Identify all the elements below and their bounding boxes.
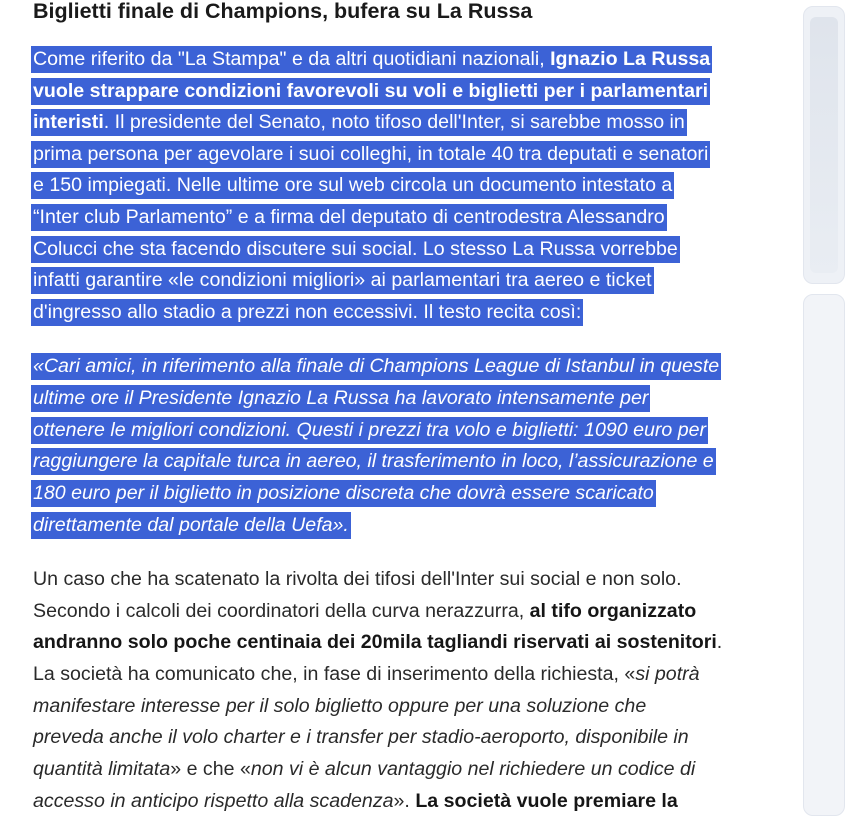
quote-line: 180 euro per il biglietto in posizione discreta che dovrà essere scaricato <box>33 478 773 510</box>
bold-text: andranno solo poche centinaia dei 20mila tagliandi riservati ai sostenitori <box>33 631 717 654</box>
text-line: interisti. Il presidente del Senato, noto tifoso dell'Inter, si sarebbe mosso in <box>33 107 773 139</box>
italic-text: si potrà <box>635 663 700 686</box>
text-line: Colucci che sta facendo discutere sui social. Lo stesso La Russa vorrebbe <box>33 234 773 266</box>
text-line: d'ingresso allo stadio a prezzi non eccessivi. Il testo recita così: <box>33 297 773 329</box>
quote-line: raggiungere la capitale turca in aereo, il trasferimento in loco, l’assicurazione e <box>33 446 773 478</box>
sidebar-ad-card[interactable] <box>803 6 845 284</box>
text-line: quantità limitata» e che «non vi è alcun vantaggio nel richiedere un codice di <box>33 758 696 781</box>
text-line: La società ha comunicato che, in fase di inserimento della richiesta, «si potrà <box>33 663 700 686</box>
text-line: e 150 impiegati. Nelle ultime ore sul web circola un documento intestato a <box>33 170 773 202</box>
italic-text: non vi è alcun vantaggio nel richiedere un codice di <box>250 758 696 781</box>
italic-text: accesso in anticipo rispetto alla scadenza <box>33 789 394 812</box>
quote-line: direttamente dal portale della Uefa». <box>33 510 773 542</box>
italic-text: manifestare interesse per il solo biglietto oppure per una soluzione che <box>33 694 647 717</box>
text-line: Come riferito da "La Stampa" e da altri quotidiani nazionali, Ignazio La Russa <box>33 44 773 76</box>
bold-text: al tifo organizzato <box>529 599 697 622</box>
text-line <box>33 722 773 754</box>
bold-text: interisti <box>33 111 104 134</box>
article-heading: Biglietti finale di Champions, bufera su La Russa <box>33 0 533 23</box>
bold-text: Ignazio La Russa <box>550 48 711 70</box>
body-paragraph[interactable] <box>33 564 773 818</box>
text-line: “Inter club Parlamento” e a firma del deputato di centrodestra Alessandro <box>33 202 773 234</box>
text-line: accesso in anticipo rispetto alla scadenza». La società vuole premiare la <box>33 789 678 812</box>
text-line: Secondo i calcoli dei coordinatori della curva nerazzurra, al tifo organizzato <box>33 599 697 622</box>
quote-line: ottenere le migliori condizioni. Questi i prezzi tra volo e biglietti: 1090 euro per <box>33 415 773 447</box>
italic-text: preveda anche il volo charter e i transfer per stadio-aeroporto, disponibile in <box>33 726 689 749</box>
italic-text: quantità limitata <box>33 758 171 781</box>
text-line: Un caso che ha scatenato la rivolta dei tifosi dell'Inter sui social e non solo. <box>33 568 682 590</box>
highlighted-paragraph-1[interactable] <box>33 44 773 328</box>
text-line: andranno solo poche centinaia dei 20mila tagliandi riservati ai sostenitori. <box>33 631 723 654</box>
highlighted-quote[interactable] <box>33 351 773 542</box>
bold-text: La società vuole premiare la <box>415 789 678 812</box>
text-line <box>33 76 773 108</box>
text-line: infatti garantire «le condizioni migliori» ai parlamentari tra aereo e ticket <box>33 265 773 297</box>
quote-line: «Cari amici, in riferimento alla finale di Champions League di Istanbul in queste <box>33 351 773 383</box>
text-line <box>33 691 773 723</box>
sidebar-widget-card[interactable] <box>803 294 845 816</box>
text-line: prima persona per agevolare i suoi colleghi, in totale 40 tra deputati e senatori <box>33 139 773 171</box>
bold-text: vuole strappare condizioni favorevoli su voli e biglietti per i parlamentari <box>33 79 709 102</box>
quote-line: ultime ore il Presidente Ignazio La Russa ha lavorato intensamente per <box>33 383 773 415</box>
